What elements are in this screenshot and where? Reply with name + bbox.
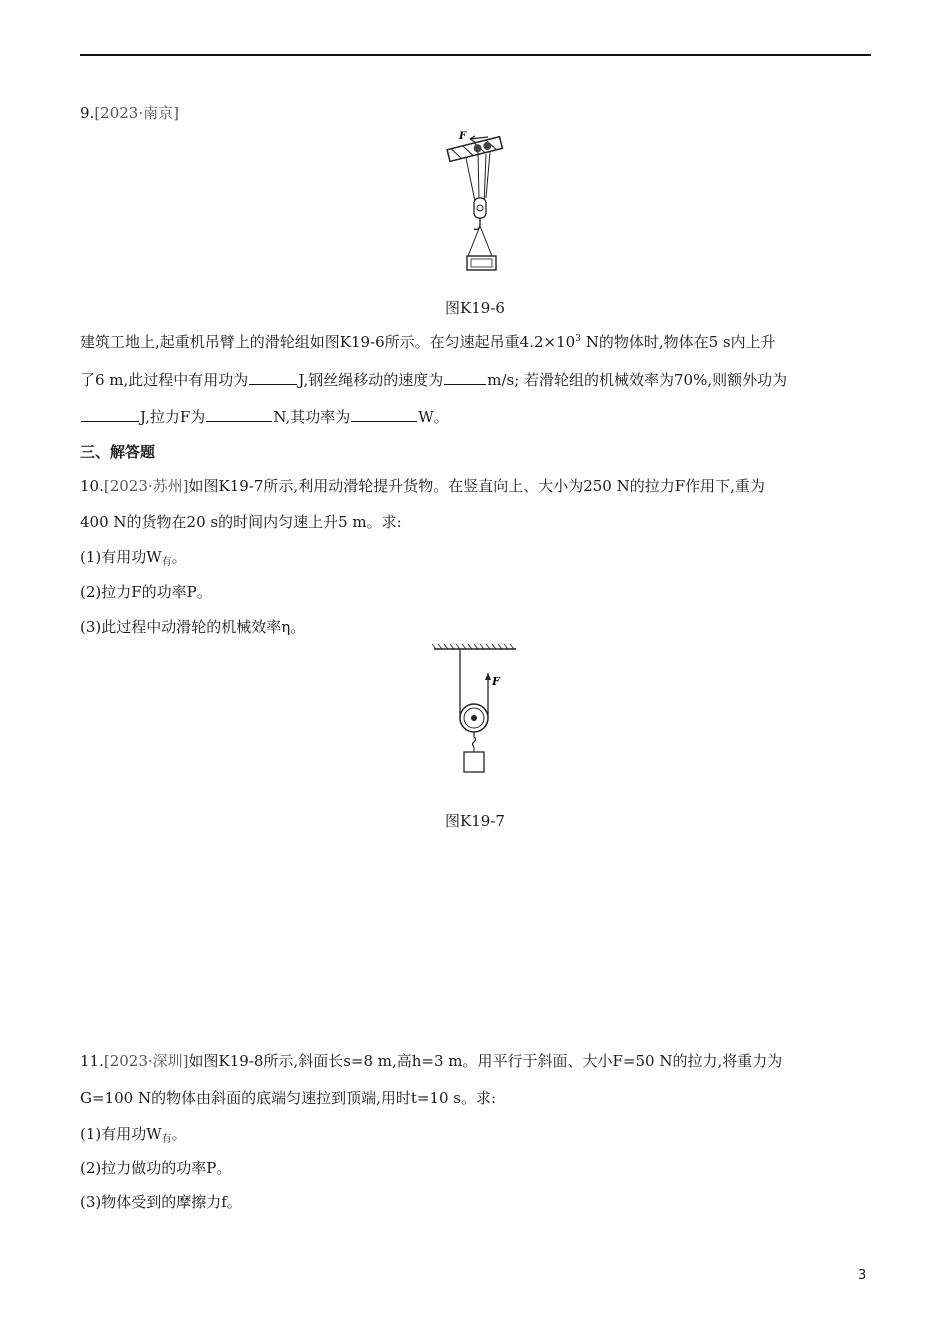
q9-header (80, 103, 179, 123)
q11-line-2: G=100 N的物体由斜面的底端匀速拉到顶端,用时t=10 s。求: (80, 1089, 497, 1107)
cargo-box (464, 752, 484, 772)
q9-line1-sup: 3 (575, 334, 581, 344)
q10-item1-end: 。 (171, 548, 187, 566)
q10-item1-text: (1)有用功W (80, 548, 162, 566)
blank-useful-work[interactable] (249, 369, 297, 385)
q9-line1-text-b: N的物体时,物体在5 s内上升 (580, 333, 776, 351)
q9-number: 9. (80, 104, 95, 122)
q11-item-3: (3)物体受到的摩擦力f。 (80, 1193, 242, 1211)
q9-line2-text-b: J,钢丝绳移动的速度为 (298, 371, 444, 389)
q10-line-1 (80, 476, 765, 496)
q9-figure-caption: 图K19-6 (445, 299, 505, 317)
q9-source: [2023·南京] (94, 104, 179, 122)
q10-line-2: 400 N的货物在20 s的时间内匀速上升5 m。求: (80, 513, 402, 531)
blank-pull-force[interactable] (206, 406, 272, 422)
q9-line1-text-a: 建筑工地上,起重机吊臂上的滑轮组如图K19-6所示。在匀速起吊重4.2×10 (80, 333, 576, 351)
q11-item1-sub: 有 (161, 1134, 172, 1145)
q10-item-1 (80, 547, 187, 570)
blank-power[interactable] (351, 406, 417, 422)
q9-line3-text-c: W。 (418, 408, 449, 426)
section-title: 三、解答题 (80, 443, 156, 461)
q11-item1-text: (1)有用功W (80, 1125, 162, 1143)
q11-line-1 (80, 1051, 782, 1071)
q9-line3-text-b: N,其功率为 (273, 408, 351, 426)
page-number: 3 (858, 1268, 867, 1283)
crane-boom (447, 137, 502, 162)
blank-extra-work[interactable] (81, 406, 139, 422)
q9-line3-text-a: J,拉力F为 (140, 408, 206, 426)
q9-line2-text-c: m/s; 若滑轮组的机械效率为70%,则额外功为 (487, 371, 788, 389)
crane-pulley-figure (440, 128, 510, 273)
q11-item-2: (2)拉力做功的功率P。 (80, 1159, 232, 1177)
blank-rope-speed[interactable] (444, 369, 486, 385)
q9-line2-text-a: 了6 m,此过程中有用功为 (80, 371, 249, 389)
q10-item-2: (2)拉力F的功率P。 (80, 583, 212, 601)
moving-block (474, 198, 486, 218)
q10-fig-f-label: F (492, 675, 500, 688)
q9-line-2 (80, 369, 787, 390)
q9-fig-f-label: F (459, 131, 467, 142)
q11-item-1 (80, 1124, 187, 1147)
q11-line1-text: 如图K19-8所示,斜面长s=8 m,高h=3 m。用平行于斜面、大小F=50 N的拉力,将重力为 (188, 1052, 783, 1070)
q10-line1-text: 如图K19-7所示,利用动滑轮提升货物。在竖直向上、大小为250 N的拉力F作用下,重为 (188, 477, 765, 495)
q11-source: [2023·深圳] (103, 1052, 189, 1070)
q9-line-3 (80, 406, 449, 427)
q10-figure-caption: 图K19-7 (445, 812, 505, 830)
q10-number: 10. (80, 477, 104, 495)
header-rule (80, 54, 871, 56)
q11-item1-end: 。 (171, 1125, 187, 1143)
q10-item1-sub: 有 (161, 557, 172, 568)
q10-source: [2023·苏州] (103, 477, 189, 495)
q11-number: 11. (80, 1052, 104, 1070)
q9-line-1 (80, 332, 776, 355)
q10-item-3: (3)此过程中动滑轮的机械效率η。 (80, 618, 306, 636)
movable-pulley-figure (430, 643, 520, 778)
